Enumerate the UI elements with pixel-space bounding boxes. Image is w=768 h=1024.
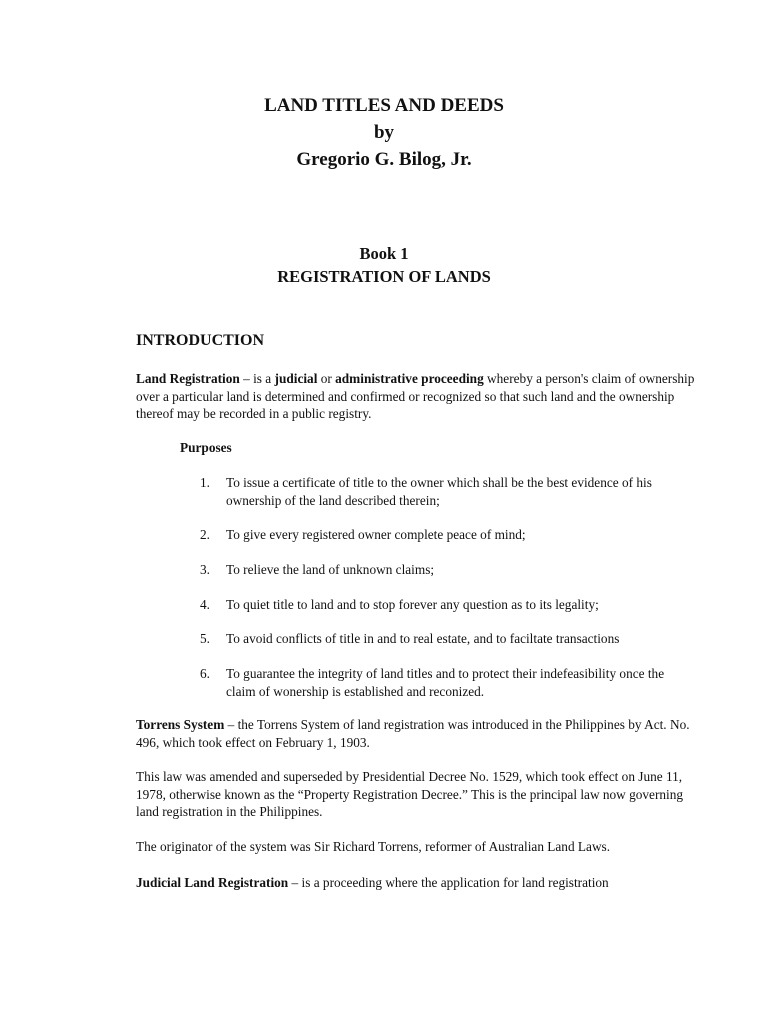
- purpose-item: [200, 474, 690, 509]
- purpose-text: To give every registered owner complete peace of mind;: [226, 527, 526, 542]
- title-line-1: LAND TITLES AND DEEDS: [264, 95, 504, 116]
- purposes-heading: Purposes: [180, 440, 232, 455]
- purpose-text: To issue a certificate of title to the owner which shall be the best evidence of his ownership of the land described therein;: [226, 475, 652, 508]
- title-line-by: by: [373, 122, 395, 143]
- judicial-registration-term: Judicial Land Registration: [136, 875, 289, 890]
- purpose-number: 6.: [200, 666, 210, 681]
- purpose-item: [200, 596, 690, 614]
- title-author: Gregorio G. Bilog, Jr.: [296, 149, 472, 170]
- book-heading: [0, 242, 768, 288]
- amendment-paragraph: This law was amended and superseded by Presidential Decree No. 1529, which took effect on June 11, 1978, otherwise known as the “Property Registration Decree.” This is the principal law now governing land registration in the Philippines.: [136, 769, 684, 819]
- purpose-text: To quiet title to land and to stop forever any question as to its legality;: [226, 597, 599, 612]
- book-title: REGISTRATION OF LANDS: [277, 267, 491, 286]
- purpose-number: 3.: [200, 562, 210, 577]
- land-registration-term: Land Registration: [136, 371, 240, 386]
- introduction-heading: INTRODUCTION: [136, 332, 265, 349]
- purpose-item: [200, 526, 690, 544]
- purpose-number: 1.: [200, 475, 210, 490]
- purpose-text: To avoid conflicts of title in and to real estate, and to faciltate transactions: [226, 631, 620, 646]
- judicial-term: judicial: [274, 371, 318, 386]
- torrens-system-definition: – the Torrens System of land registration was introduced in the Philippines by Act. No. 496, which took effect on February 1, 1903.: [136, 717, 690, 750]
- administrative-proceeding-term: administrative proceeding: [335, 371, 484, 386]
- judicial-registration-paragraph: [136, 874, 696, 892]
- purpose-item: [200, 630, 690, 648]
- land-registration-paragraph: [136, 370, 696, 423]
- document-title: [0, 92, 768, 173]
- purpose-text: To relieve the land of unknown claims;: [226, 562, 435, 577]
- torrens-system-paragraph: [136, 716, 696, 751]
- purpose-text: To guarantee the integrity of land titles and to protect their indefeasibility once the claim of wonership is established and reconized.: [226, 666, 665, 699]
- or-text: or: [317, 371, 336, 386]
- purpose-item: [200, 665, 690, 700]
- torrens-system-term: Torrens System: [136, 717, 225, 732]
- purpose-number: 4.: [200, 597, 210, 612]
- originator-paragraph: The originator of the system was Sir Richard Torrens, reformer of Australian Land Laws.: [136, 839, 611, 854]
- land-registration-dash: – is a: [239, 371, 275, 386]
- land-registration-definition: whereby a person's claim of ownership over a particular land is determined and confirmed or recognized so that such land and the ownership thereof may be recorded in a public registry.: [136, 371, 695, 421]
- purpose-number: 5.: [200, 631, 210, 646]
- book-number: Book 1: [359, 244, 409, 263]
- purpose-number: 2.: [200, 527, 210, 542]
- purpose-item: [200, 561, 690, 579]
- judicial-registration-definition: – is a proceeding where the application for land registration: [288, 875, 609, 890]
